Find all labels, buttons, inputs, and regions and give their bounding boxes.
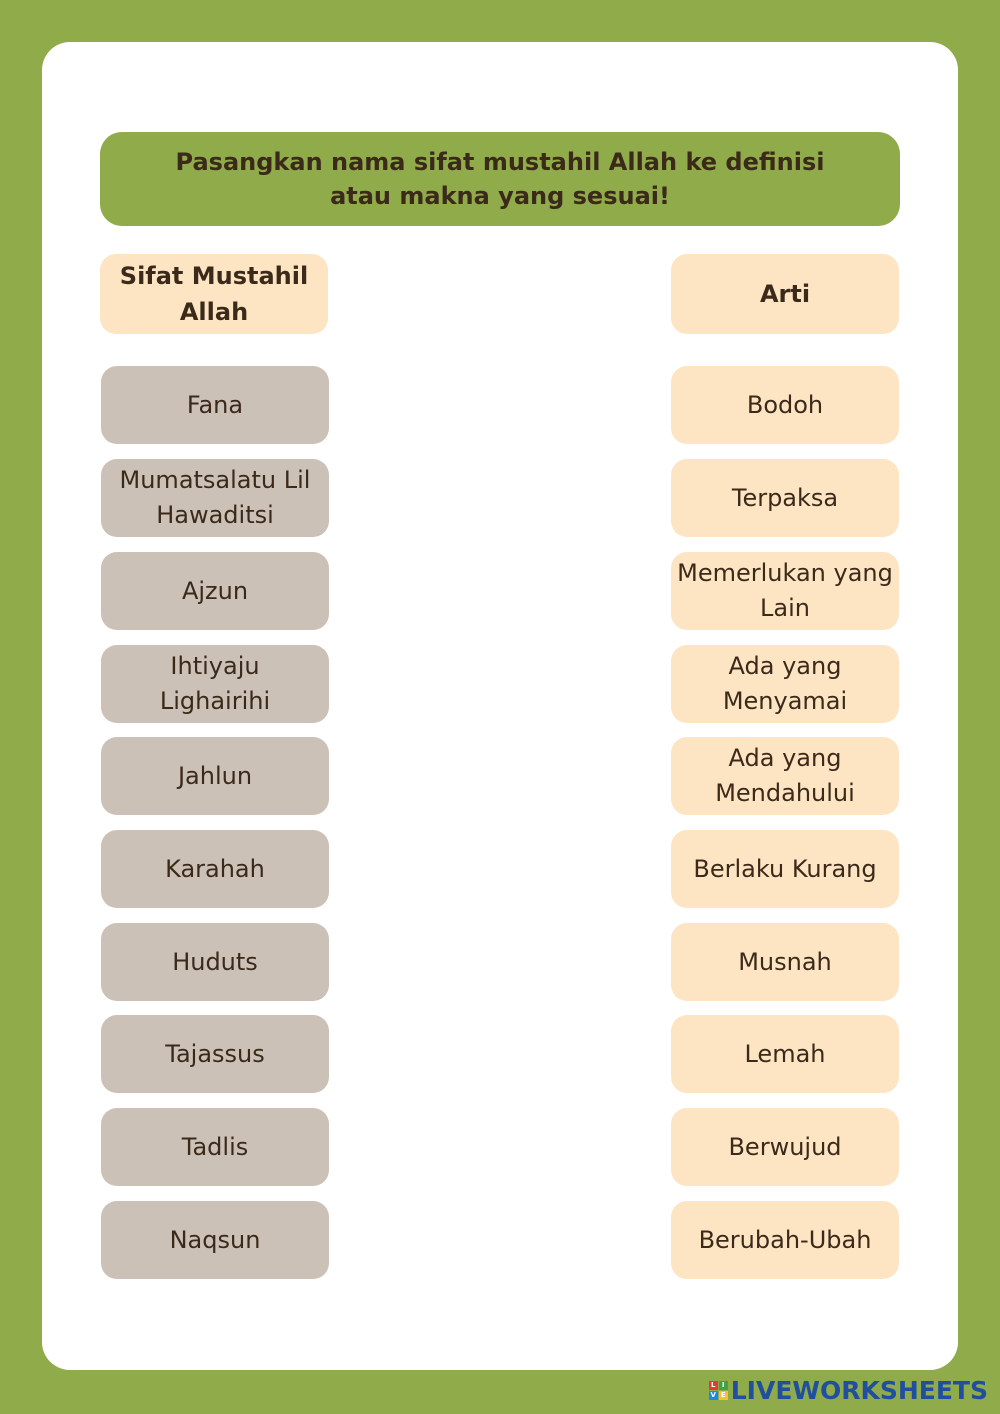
meaning-label: Berubah-Ubah: [698, 1225, 872, 1254]
meaning-card[interactable]: [671, 923, 899, 1001]
meaning-label: Bodoh: [746, 390, 824, 419]
term-label: Ajzun: [181, 576, 249, 605]
meaning-label: Berwujud: [728, 1132, 842, 1161]
meaning-card[interactable]: [671, 1108, 899, 1186]
liveworksheets-brand[interactable]: [709, 1374, 988, 1406]
logo-letter: I: [719, 1381, 728, 1390]
meaning-card[interactable]: [671, 459, 899, 537]
header-right-label: Arti: [759, 280, 811, 308]
term-label: Huduts: [172, 947, 258, 976]
term-card[interactable]: [101, 830, 329, 908]
term-label: Ihtiyaju Lighairihi: [159, 652, 271, 715]
term-label: Jahlun: [177, 761, 253, 790]
meaning-card[interactable]: [671, 830, 899, 908]
term-card[interactable]: [101, 1015, 329, 1093]
term-label: Karahah: [165, 854, 265, 883]
term-card[interactable]: [101, 459, 329, 537]
term-label: Mumatsalatu Lil Hawaditsi: [119, 466, 311, 529]
meaning-card[interactable]: [671, 1201, 899, 1279]
term-card[interactable]: [101, 1201, 329, 1279]
term-card[interactable]: [101, 737, 329, 815]
term-label: Tadlis: [181, 1132, 249, 1161]
meaning-label: Memerlukan yang Lain: [677, 559, 893, 622]
term-label: Fana: [186, 390, 244, 419]
instruction-text: Pasangkan nama sifat mustahil Allah ke definisi atau makna yang sesuai!: [175, 148, 825, 210]
term-card[interactable]: [101, 1108, 329, 1186]
brand-text: LIVEWORKSHEETS: [730, 1375, 988, 1405]
meaning-label: Musnah: [738, 947, 832, 976]
meaning-label: Terpaksa: [731, 483, 839, 512]
logo-letter: L: [709, 1381, 718, 1390]
logo-letter: E: [719, 1391, 728, 1400]
meaning-label: Ada yang Mendahului: [715, 744, 855, 807]
term-label: Naqsun: [169, 1225, 261, 1254]
meaning-label: Ada yang Menyamai: [722, 652, 848, 715]
header-sifat-mustahil: [100, 254, 328, 334]
header-arti: [671, 254, 899, 334]
meaning-card[interactable]: [671, 552, 899, 630]
instruction-banner: [100, 132, 900, 226]
meaning-label: Berlaku Kurang: [693, 854, 877, 883]
term-card[interactable]: [101, 366, 329, 444]
meaning-card[interactable]: [671, 1015, 899, 1093]
header-left-label: Sifat Mustahil Allah: [119, 262, 309, 326]
term-label: Tajassus: [165, 1039, 265, 1068]
term-card[interactable]: [101, 552, 329, 630]
term-card[interactable]: [101, 923, 329, 1001]
meaning-label: Lemah: [744, 1039, 826, 1068]
logo-letter: V: [710, 1390, 716, 1399]
term-card[interactable]: [101, 645, 329, 723]
liveworksheets-logo-icon: [709, 1381, 728, 1400]
meaning-card[interactable]: [671, 737, 899, 815]
meaning-card[interactable]: [671, 366, 899, 444]
meaning-card[interactable]: [671, 645, 899, 723]
